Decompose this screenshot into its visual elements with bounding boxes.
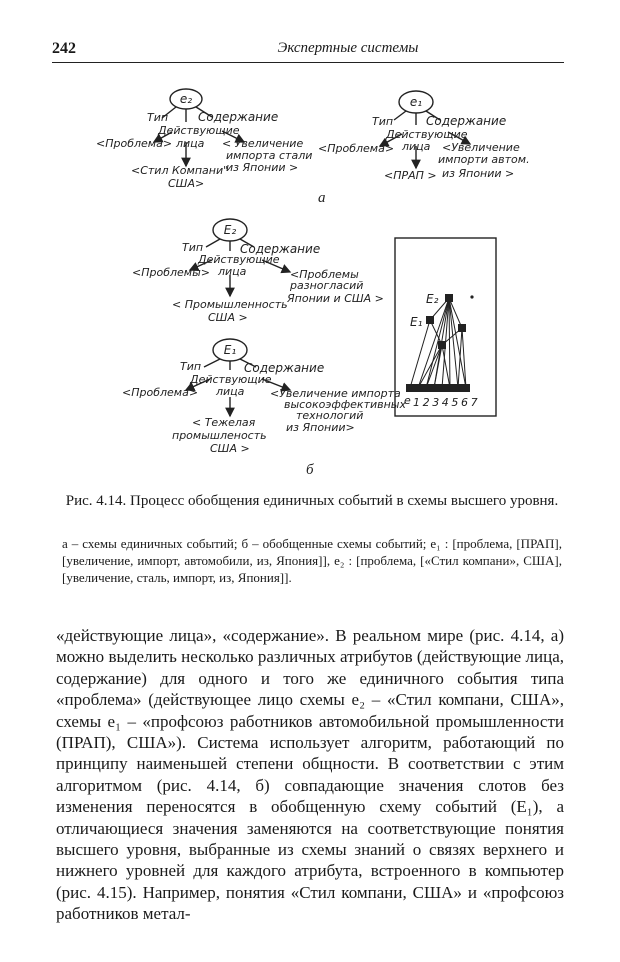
- network-leaf-7: [454, 384, 462, 392]
- actors-label-2: лица: [176, 137, 205, 150]
- actors-label-2-E1: лица: [216, 385, 245, 398]
- increase-line-2-right: импорти автом.: [438, 153, 530, 166]
- node-E2-label: E₂: [223, 223, 237, 237]
- heavy-line-1: < Тежелая: [192, 416, 256, 429]
- actors-label-E1: Действующие: [190, 373, 272, 386]
- prap-label: <ПРАП >: [384, 169, 437, 182]
- figure-caption-note: а – схемы единичных событий; б – обобщенные схемы событий; e₁ : [проблема, [ПРАП], [увеличение, импорт, автомобили, из, Япония]], e₂ : [проблема, [«Стил компани», США], [увеличение, сталь, импорт, из, Япония]].: [62, 536, 562, 585]
- network-node-low: [438, 341, 446, 349]
- diff-line-2: разногласий: [290, 279, 364, 292]
- problem-label: <Проблема>: [96, 137, 173, 150]
- problem-label-E1: <Проблема>: [122, 386, 199, 399]
- network-leaf-8: [462, 384, 470, 392]
- actors-label-2-E2: лица: [218, 265, 247, 278]
- panel-b-label: б: [306, 462, 314, 478]
- node-e2-label: e₂: [179, 92, 193, 106]
- node-e1-label: e₁: [409, 95, 423, 109]
- page-number: 242: [52, 40, 76, 57]
- network-dot: [470, 295, 473, 298]
- content-label-E1: Содержание: [244, 361, 325, 375]
- import-line-4: из Японии>: [286, 421, 355, 434]
- network-leaf-4: [430, 384, 438, 392]
- heavy-line-3: США >: [210, 442, 250, 455]
- increase-line-3: из Японии >: [226, 161, 299, 174]
- diff-line-1: <Проблемы: [290, 268, 359, 281]
- diff-line-3: Японии и США >: [287, 292, 384, 305]
- style-line-1: <Стил Компани": [131, 164, 229, 177]
- content-label-E2: Содержание: [240, 242, 321, 256]
- body-paragraph: «действующие лица», «содержание». В реальном мире (рис. 4.14, а) можно выделить несколько различных атрибутов (действующие лица, содержание) для одного и того же единичного события типа «проблема» (действующее лицо схемы e₂ – «Стил компани, США», схемы e₁ – «профсоюз работников автомобильной промышленности (ПРАП), США»). Система использует алгоритм, работающий по принципу наименьшей степени общности. В соответствии с этим алгоритмом (рис. 4.14, б) совпадающие значения слотов без изменения переносятся в обобщенную схему событий (E₁), а отличающиеся значения заменяются на соответствующие понятия высшего уровня, выбранные из схемы знаний о связях верхнего и нижнего уровней для каждого атрибута, встроенного в компьютер (рис. 4.15). Например, понятия «Стил компани, США» и «профсоюз работников метал-: [56, 626, 564, 924]
- increase-line-1: < Увеличение: [222, 137, 304, 150]
- network-leaf-3: [422, 384, 430, 392]
- figure-caption-title: Рис. 4.14. Процесс обобщения единичных событий в схемы высшего уровня.: [65, 493, 559, 509]
- increase-line-1-right: <Увеличение: [442, 141, 520, 154]
- network-node-E2: [445, 294, 453, 302]
- figure-4-14: [0, 70, 620, 485]
- network-leaf-numbers: 1234567: [413, 396, 481, 409]
- import-line-1: <Увеличение импорта: [270, 387, 401, 400]
- style-line-2: США>: [168, 177, 205, 190]
- problems-label-E2: <Проблемы>: [132, 266, 210, 279]
- network-E1-label: E₁: [410, 315, 423, 329]
- industry-line-2: США >: [208, 311, 248, 324]
- running-title: Экспертные системы: [277, 40, 419, 56]
- actors-label-E2: Действующие: [198, 253, 280, 266]
- network-E2-label: E₂: [426, 292, 439, 306]
- network-leaf-prefix: e: [404, 394, 411, 407]
- import-line-3: технологий: [296, 409, 364, 422]
- heavy-line-2: промышленость: [172, 429, 267, 442]
- actors-label-right: Действующие: [386, 128, 468, 141]
- import-line-2: высокоэффективных: [284, 398, 407, 411]
- network-leaf-1: [406, 384, 414, 392]
- actors-label-2-right: лица: [402, 140, 431, 153]
- network-leaf-5: [438, 384, 446, 392]
- type-label-E2: Тип: [182, 241, 204, 254]
- type-label-E1: Тип: [180, 360, 202, 373]
- network-node-mid: [458, 324, 466, 332]
- running-header: [52, 38, 564, 63]
- network-leaf-2: [414, 384, 422, 392]
- content-label: Содержание: [198, 110, 279, 124]
- network-node-E1: [426, 316, 434, 324]
- body-text: [56, 625, 564, 925]
- type-label: Тип: [147, 111, 169, 124]
- panel-a-label: а: [318, 190, 326, 206]
- content-label-right: Содержание: [426, 114, 507, 128]
- network-leaf-6: [446, 384, 454, 392]
- problem-label-right: <Проблема>: [318, 142, 395, 155]
- increase-line-3-right: из Японии >: [442, 167, 515, 180]
- type-label-right: Тип: [372, 115, 394, 128]
- increase-line-2: импорта стали: [226, 149, 313, 162]
- actors-label: Действующие: [158, 124, 240, 137]
- node-E1-label: E₁: [223, 343, 237, 357]
- industry-line-1: < Промышленность: [172, 298, 288, 311]
